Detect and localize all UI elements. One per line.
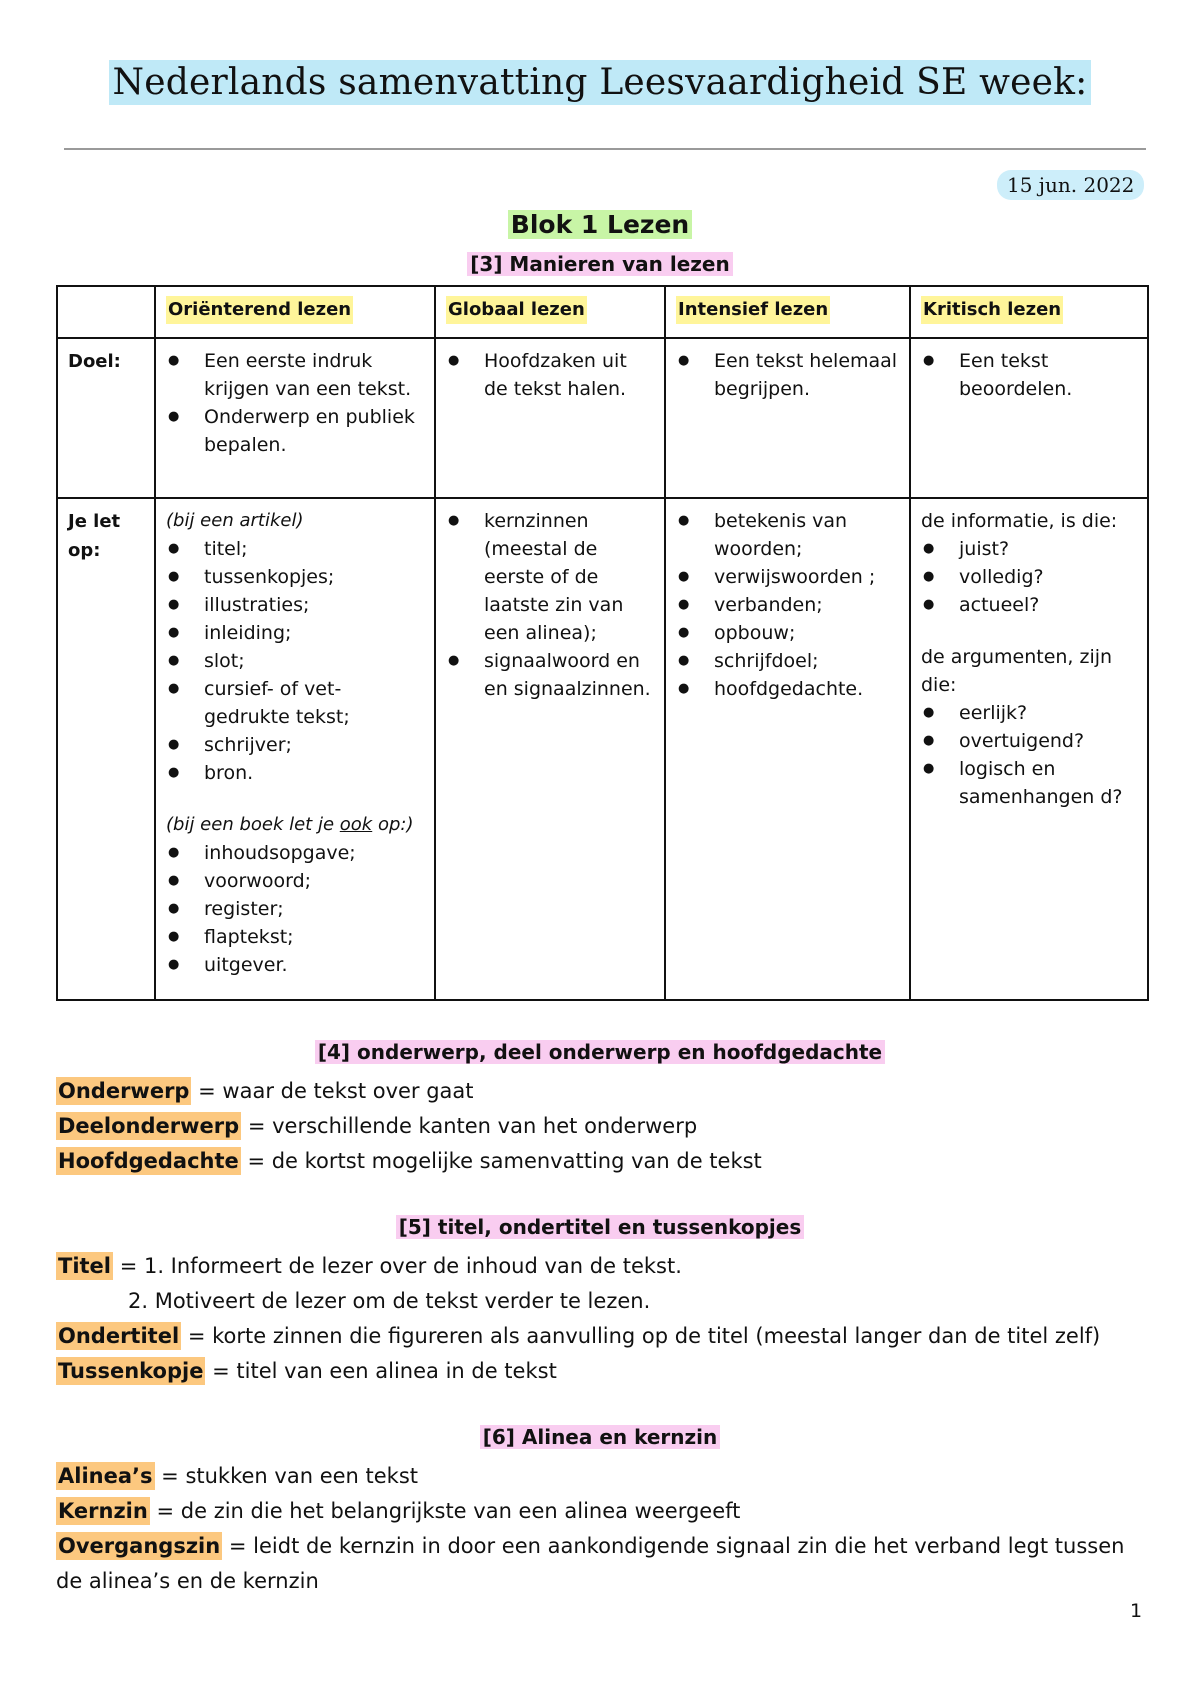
list-item: ● Hoofdzaken uit de tekst halen. [484, 347, 654, 403]
col-label: Oriënterend lezen [166, 296, 353, 324]
row-label-jeletop [57, 498, 155, 1000]
list-item: ● volledig? [959, 563, 1137, 591]
col-label: Intensief lezen [676, 296, 830, 324]
term: Overgangszin [58, 1534, 221, 1558]
list-item: ● overtuigend? [959, 727, 1137, 755]
definition-row [56, 1109, 1156, 1144]
definition-row [56, 1249, 1156, 1284]
term: Hoofdgedachte [58, 1149, 239, 1173]
list-item: ● inleiding; [204, 619, 424, 647]
jeletop-globaal [435, 498, 665, 1000]
list-item: ● eerlijk? [959, 699, 1137, 727]
term: Titel [58, 1254, 112, 1278]
document-title: Nederlands samenvatting Leesvaardigheid SE week: [109, 60, 1092, 105]
definition: = titel van een alinea in de tekst [205, 1359, 557, 1383]
definition-row [56, 1144, 1156, 1179]
blok-heading: Blok 1 Lezen [508, 210, 692, 239]
list-item: ● cursief- of vet-gedrukte tekst; [204, 675, 424, 731]
section4-heading-wrap [0, 1040, 1200, 1064]
list-item: ● signaalwoord en en signaalzinnen. [484, 647, 654, 703]
row-label: Je let op: [68, 511, 121, 561]
list-item: ● schrijfdoel; [714, 647, 899, 675]
title-divider [64, 148, 1146, 150]
row-jeletop [57, 498, 1148, 1000]
title-wrap [0, 60, 1200, 105]
list-item: ● slot; [204, 647, 424, 675]
note-boek [166, 811, 424, 839]
col-orienterend [155, 286, 435, 338]
empty-corner-cell [57, 286, 155, 338]
list-item: ● kernzinnen (meestal de eerste of de laatste zin van een alinea); [484, 507, 654, 647]
note-underlined: ook [339, 814, 373, 835]
list-item: ● opbouw; [714, 619, 899, 647]
definition: = leidt de kernzin in door een aankondigende signaal zin die het verband legt tussen de alinea’s en de kernzin [56, 1534, 1125, 1593]
definition-row [56, 1319, 1156, 1354]
kritisch-intro-arg: de argumenten, zijn die: [921, 646, 1113, 696]
list-item: ● verbanden; [714, 591, 899, 619]
section6-heading: [6] Alinea en kernzin [480, 1425, 721, 1449]
section5-definitions [56, 1249, 1156, 1389]
table-caption-wrap [0, 252, 1200, 276]
definition-row [56, 1529, 1156, 1599]
list-item: ● actueel? [959, 591, 1137, 619]
definition-row [56, 1459, 1156, 1494]
list-item: ● bron. [204, 759, 424, 787]
kritisch-intro-info: de informatie, is die: [921, 510, 1118, 532]
note-artikel: (bij een artikel) [166, 510, 304, 531]
list-item: ● hoofdgedachte. [714, 675, 899, 703]
section4-definitions [56, 1074, 1156, 1179]
col-label: Kritisch lezen [921, 296, 1063, 324]
term: Tussenkopje [58, 1359, 204, 1383]
term: Deelonderwerp [58, 1114, 240, 1138]
definition: = de zin die het belangrijkste van een alinea weergeeft [149, 1499, 741, 1523]
term: Kernzin [58, 1499, 148, 1523]
term: Alinea’s [58, 1464, 153, 1488]
definition-row [56, 1074, 1156, 1109]
term: Ondertitel [58, 1324, 180, 1348]
list-item: ● juist? [959, 535, 1137, 563]
jeletop-orienterend [155, 498, 435, 1000]
definition: = waar de tekst over gaat [191, 1079, 474, 1103]
page-number: 1 [1130, 1600, 1143, 1622]
definition: = 1. Informeert de lezer over de inhoud van de tekst. [113, 1254, 682, 1278]
note-text: (bij een boek let je [166, 814, 340, 835]
definition-continuation: 2. Motiveert de lezer om de tekst verder te lezen. [128, 1289, 651, 1313]
definition-row [56, 1354, 1156, 1389]
list-item: ● titel; [204, 535, 424, 563]
section6-heading-wrap [0, 1425, 1200, 1449]
table-caption: [3] Manieren van lezen [467, 252, 732, 276]
list-item: ● voorwoord; [204, 867, 424, 895]
list-item: ● flaptekst; [204, 923, 424, 951]
jeletop-kritisch [910, 498, 1148, 1000]
definition: = verschillende kanten van het onderwerp [241, 1114, 698, 1138]
list-item: ● register; [204, 895, 424, 923]
col-label: Globaal lezen [446, 296, 587, 324]
list-item: ● uitgever. [204, 951, 424, 979]
section5-heading-wrap [0, 1215, 1200, 1239]
list-item: ● inhoudsopgave; [204, 839, 424, 867]
doel-kritisch [910, 338, 1148, 498]
doel-orienterend [155, 338, 435, 498]
list-item: ● Een tekst beoordelen. [959, 347, 1137, 403]
list-item: ● tussenkopjes; [204, 563, 424, 591]
list-item: ● schrijver; [204, 731, 424, 759]
section4-heading: [4] onderwerp, deel onderwerp en hoofdgedachte [315, 1040, 885, 1064]
doel-globaal [435, 338, 665, 498]
definition-row [56, 1494, 1156, 1529]
term: Onderwerp [58, 1079, 190, 1103]
list-item: ● verwijswoorden ; [714, 563, 899, 591]
section5-heading: [5] titel, ondertitel en tussenkopjes [396, 1215, 805, 1239]
reading-methods-table [56, 285, 1149, 1001]
spacer [921, 619, 1137, 643]
row-doel [57, 338, 1148, 498]
note-text: op:) [372, 814, 414, 835]
definition: = stukken van een tekst [154, 1464, 419, 1488]
list-item: ● illustraties; [204, 591, 424, 619]
list-item: ● betekenis van woorden; [714, 507, 899, 563]
list-item: ● Onderwerp en publiek bepalen. [204, 403, 424, 459]
list-item: ● logisch en samenhangen d? [959, 755, 1137, 811]
definition: = de kortst mogelijke samenvatting van de tekst [240, 1149, 762, 1173]
table-header-row [57, 286, 1148, 338]
row-label-doel [57, 338, 155, 498]
col-intensief [665, 286, 910, 338]
date-chip: 15 jun. 2022 [997, 170, 1144, 200]
list-item: ● Een eerste indruk krijgen van een tekst. [204, 347, 424, 403]
row-label: Doel: [68, 351, 121, 372]
doel-intensief [665, 338, 910, 498]
definition: = korte zinnen die figureren als aanvulling op de titel (meestal langer dan de titel zelf) [181, 1324, 1101, 1348]
col-globaal [435, 286, 665, 338]
spacer [166, 787, 424, 811]
list-item: ● Een tekst helemaal begrijpen. [714, 347, 899, 403]
blok-heading-wrap [0, 210, 1200, 239]
col-kritisch [910, 286, 1148, 338]
section6-definitions [56, 1459, 1156, 1599]
jeletop-intensief [665, 498, 910, 1000]
